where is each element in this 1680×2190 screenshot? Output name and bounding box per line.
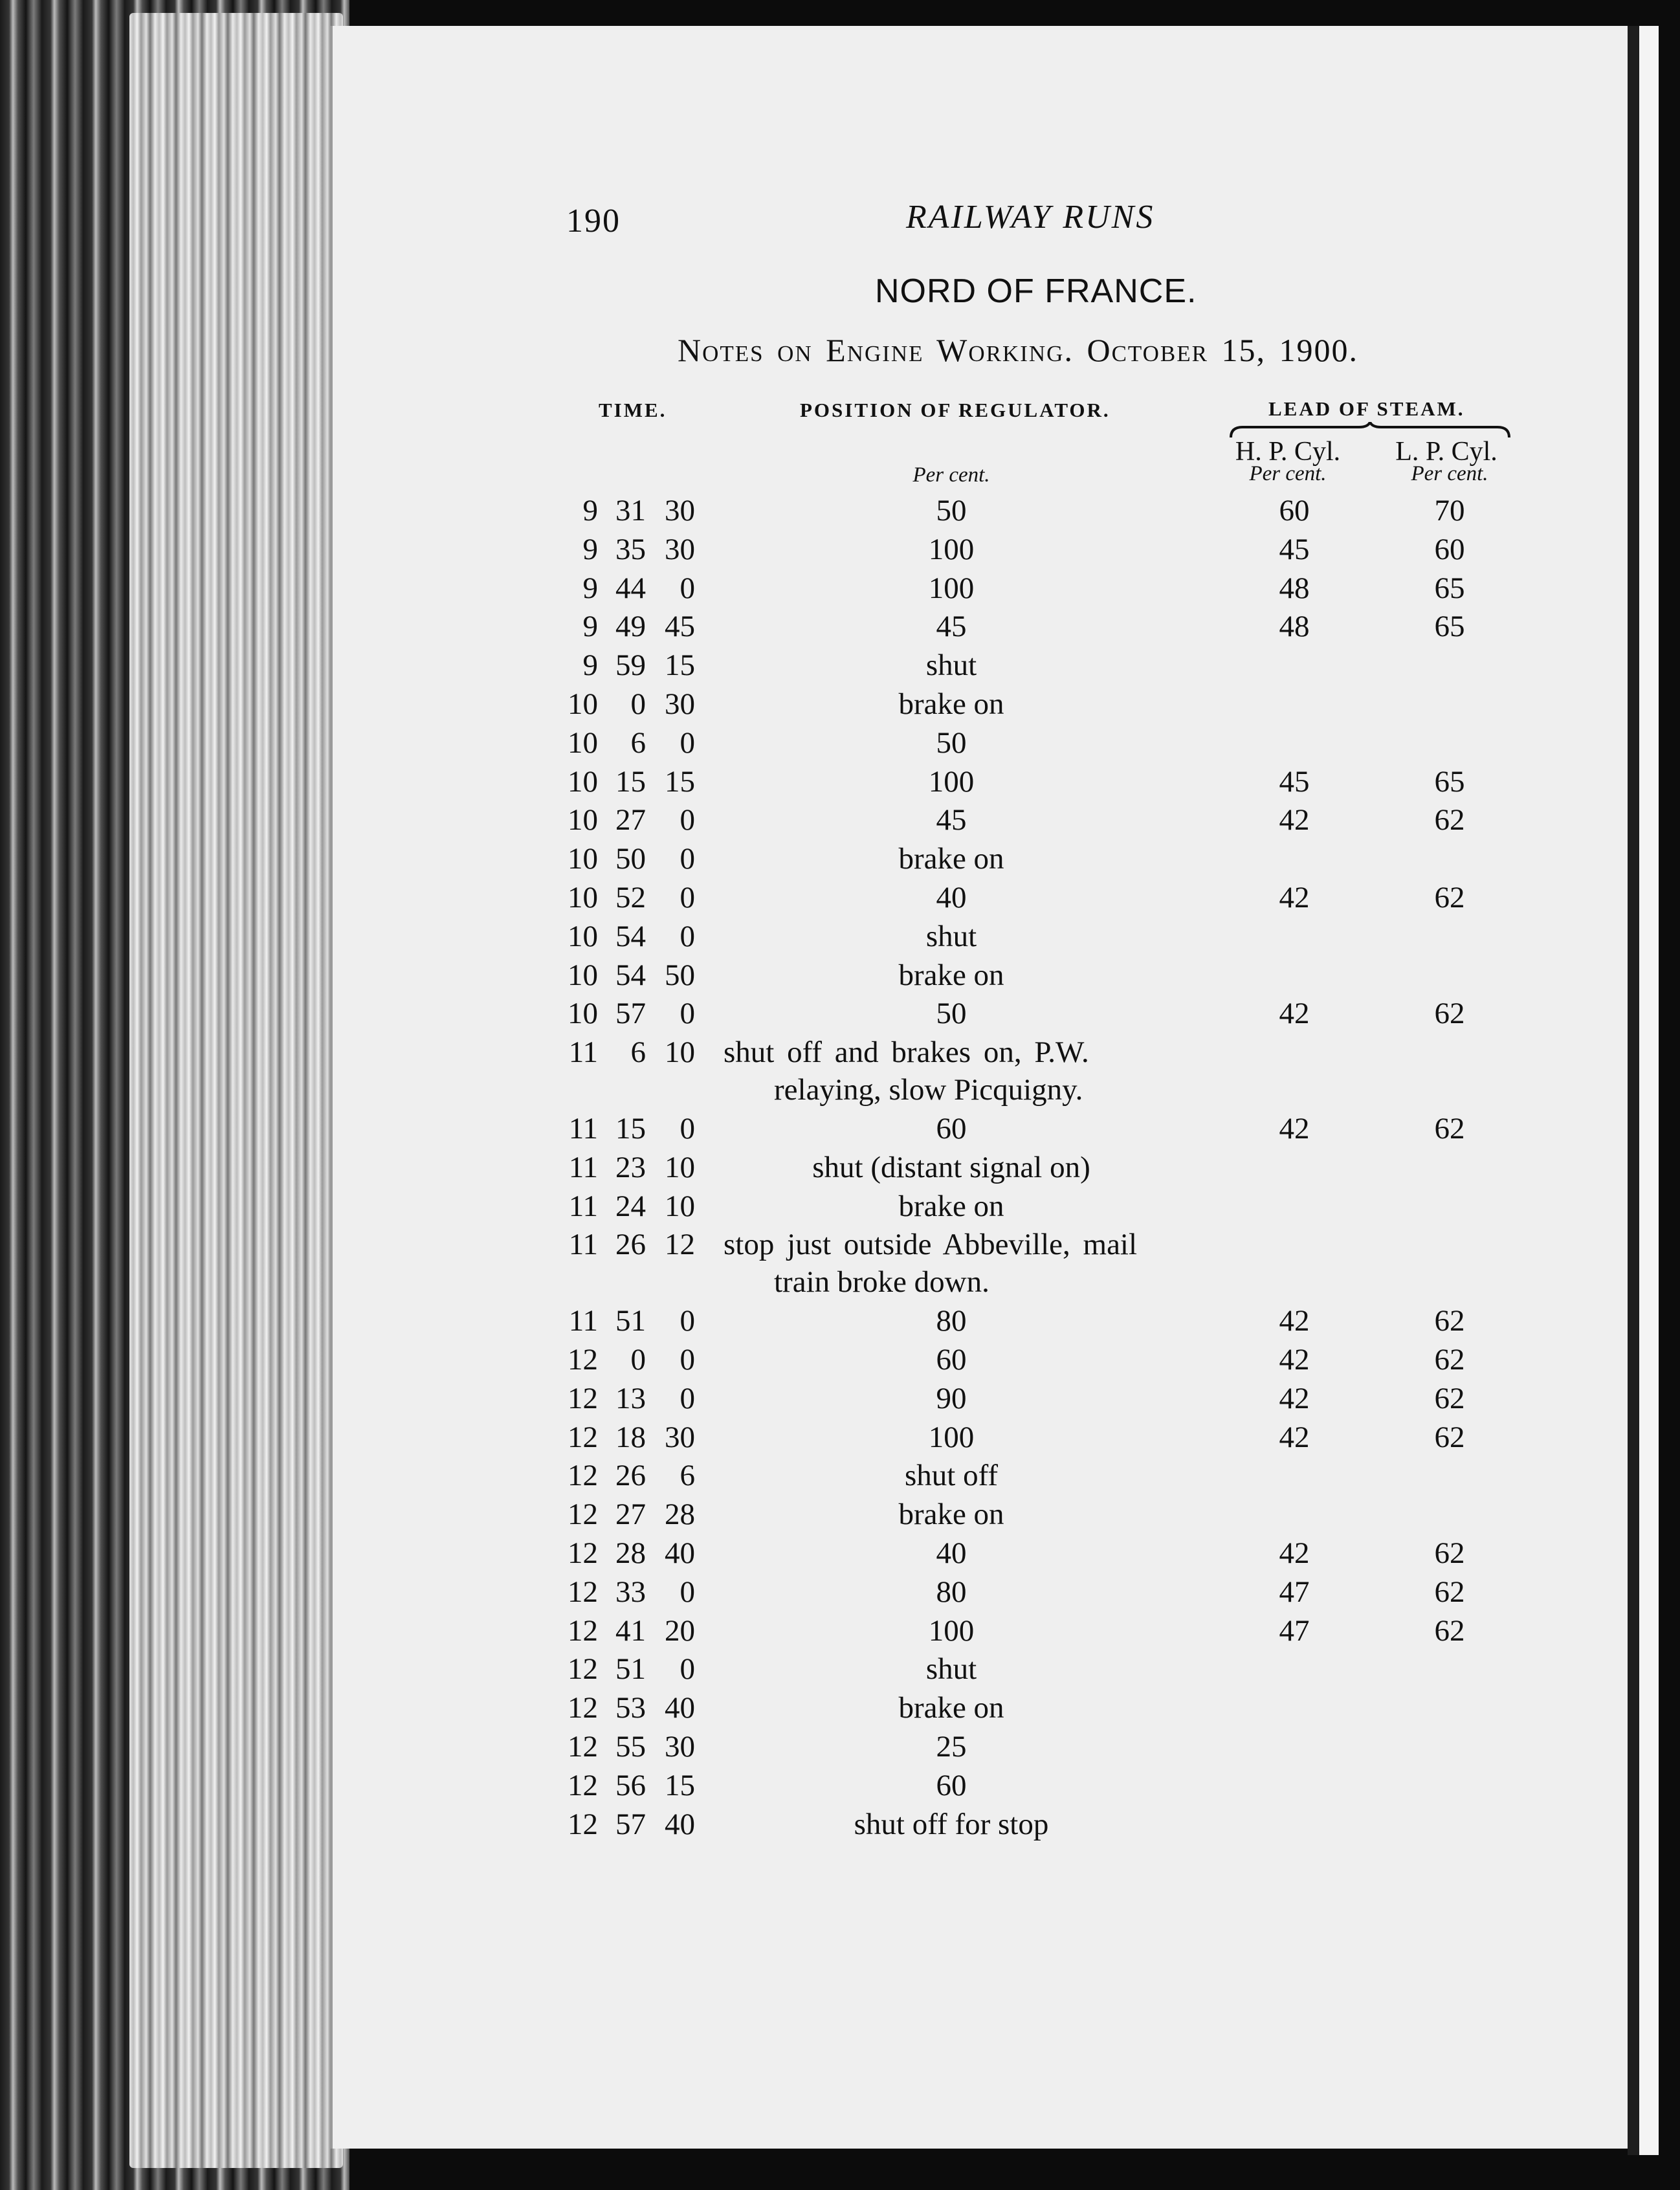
- time-hour: 11: [568, 1189, 598, 1223]
- regulator-position: brake on: [898, 687, 1004, 721]
- time-hour: 9: [582, 533, 598, 566]
- time-minute: 28: [615, 1536, 646, 1570]
- lp-cyl-lead: 62: [1434, 1614, 1465, 1648]
- regulator-position: 100: [928, 1614, 975, 1648]
- hp-cyl-header: H. P. Cyl.: [1235, 437, 1341, 467]
- time-hour: 11: [568, 1304, 598, 1338]
- regulator-position: 50: [936, 494, 967, 527]
- time-hour: 10: [568, 842, 598, 876]
- time-minute: 59: [615, 648, 646, 682]
- regulator-position: 40: [936, 881, 967, 914]
- hp-cyl-lead: 42: [1279, 881, 1310, 914]
- lp-cyl-lead: 62: [1434, 997, 1465, 1030]
- time-minute: 44: [615, 571, 646, 605]
- time-second: 0: [680, 1575, 695, 1609]
- time-second: 0: [680, 1652, 695, 1686]
- table-row: [0, 571, 1680, 610]
- time-second: 0: [680, 920, 695, 953]
- regulator-position: shut off for stop: [854, 1808, 1049, 1841]
- table-row: [0, 1652, 1680, 1690]
- time-second: 10: [665, 1189, 695, 1223]
- time-hour: 11: [568, 1151, 598, 1184]
- time-minute: 26: [615, 1459, 646, 1492]
- time-hour: 12: [568, 1421, 598, 1454]
- table-row: [0, 1536, 1680, 1575]
- lp-cyl-lead: 62: [1434, 1382, 1465, 1415]
- time-hour: 10: [568, 958, 598, 992]
- regulator-position: 25: [936, 1730, 967, 1764]
- time-hour: 12: [568, 1614, 598, 1648]
- lp-cyl-lead: 62: [1434, 803, 1465, 837]
- time-minute: 13: [615, 1382, 646, 1415]
- time-second: 20: [665, 1614, 695, 1648]
- regulator-position: shut (distant signal on): [812, 1151, 1090, 1184]
- hp-cyl-lead: 47: [1279, 1614, 1310, 1648]
- time-minute: 26: [615, 1228, 646, 1261]
- table-row: [0, 1575, 1680, 1613]
- table-row: [0, 880, 1680, 919]
- time-second: 0: [680, 803, 695, 837]
- hp-cyl-lead: 42: [1279, 1421, 1310, 1454]
- time-minute: 54: [615, 958, 646, 992]
- time-second: 40: [665, 1536, 695, 1570]
- time-hour: 12: [568, 1498, 598, 1531]
- regulator-column-header: POSITION OF REGULATOR.: [800, 399, 1111, 421]
- table-row: [0, 996, 1680, 1035]
- time-minute: 0: [630, 687, 646, 721]
- time-hour: 12: [568, 1382, 598, 1415]
- time-second: 30: [665, 1421, 695, 1454]
- hp-cyl-lead: 47: [1279, 1575, 1310, 1609]
- table-row: [0, 1458, 1680, 1497]
- regulator-position: brake on: [898, 958, 1004, 992]
- table-row: [0, 1690, 1680, 1729]
- time-second: 10: [665, 1035, 695, 1069]
- time-second: 30: [665, 687, 695, 721]
- table-row: [0, 687, 1680, 725]
- time-minute: 24: [615, 1189, 646, 1223]
- time-hour: 10: [568, 803, 598, 837]
- time-hour: 12: [568, 1536, 598, 1570]
- regulator-position: 45: [936, 803, 967, 837]
- table-row: [0, 802, 1680, 841]
- lp-per-cent: Per cent.: [1411, 462, 1488, 485]
- time-second: 0: [680, 1382, 695, 1415]
- time-minute: 31: [615, 494, 646, 527]
- hp-cyl-lead: 42: [1279, 803, 1310, 837]
- time-hour: 9: [582, 648, 598, 682]
- regulator-position: 60: [936, 1769, 967, 1802]
- table-row: [0, 1189, 1680, 1228]
- hp-cyl-lead: 42: [1279, 1536, 1310, 1570]
- lead-column-header: LEAD OF STEAM.: [1268, 397, 1465, 420]
- regulator-position-continued: train broke down.: [774, 1265, 989, 1299]
- time-minute: 51: [615, 1304, 646, 1338]
- time-second: 0: [680, 1304, 695, 1338]
- hp-cyl-lead: 42: [1279, 1112, 1310, 1145]
- regulator-position: brake on: [898, 1691, 1004, 1725]
- table-row: [0, 1768, 1680, 1807]
- time-column-header: TIME.: [599, 399, 667, 421]
- lp-cyl-lead: 62: [1434, 1575, 1465, 1609]
- hp-cyl-lead: 45: [1279, 533, 1310, 566]
- hp-per-cent: Per cent.: [1249, 462, 1327, 485]
- hp-cyl-lead: 42: [1279, 1382, 1310, 1415]
- time-hour: 12: [568, 1691, 598, 1725]
- regulator-position: shut: [925, 1652, 977, 1686]
- time-second: 0: [680, 571, 695, 605]
- regulator-position: 50: [936, 726, 967, 760]
- regulator-position: 90: [936, 1382, 967, 1415]
- table-row: [0, 1729, 1680, 1768]
- time-hour: 11: [568, 1035, 598, 1069]
- time-hour: 10: [568, 997, 598, 1030]
- time-second: 30: [665, 533, 695, 566]
- time-second: 0: [680, 1343, 695, 1377]
- lp-cyl-lead: 62: [1434, 1112, 1465, 1145]
- table-row: [0, 1111, 1680, 1150]
- regulator-position: 60: [936, 1112, 967, 1145]
- page-number: 190: [566, 203, 621, 239]
- regulator-position: 50: [936, 997, 967, 1030]
- regulator-position: 45: [936, 610, 967, 643]
- lp-cyl-lead: 65: [1434, 571, 1465, 605]
- time-hour: 10: [568, 765, 598, 799]
- lp-cyl-lead: 60: [1434, 533, 1465, 566]
- time-hour: 10: [568, 881, 598, 914]
- regulator-position: brake on: [898, 1189, 1004, 1223]
- time-hour: 9: [582, 494, 598, 527]
- table-row: [0, 1420, 1680, 1459]
- time-minute: 15: [615, 1112, 646, 1145]
- lp-cyl-lead: 70: [1434, 494, 1465, 527]
- time-hour: 9: [582, 571, 598, 605]
- hp-cyl-lead: 60: [1279, 494, 1310, 527]
- table-row: [0, 958, 1680, 997]
- time-minute: 50: [615, 842, 646, 876]
- regulator-position: 100: [928, 1421, 975, 1454]
- regulator-position: shut off and brakes on, P.W.: [724, 1035, 1089, 1069]
- regulator-position: 80: [936, 1575, 967, 1609]
- table-row: [0, 1227, 1680, 1299]
- regulator-position: 60: [936, 1343, 967, 1377]
- regulator-position: shut off: [904, 1459, 999, 1492]
- time-minute: 52: [615, 881, 646, 914]
- lp-cyl-lead: 62: [1434, 1536, 1465, 1570]
- regulator-position: stop just outside Abbeville, mail: [724, 1228, 1138, 1261]
- table-row: [0, 764, 1680, 803]
- time-minute: 33: [615, 1575, 646, 1609]
- time-second: 45: [665, 610, 695, 643]
- time-second: 15: [665, 648, 695, 682]
- time-hour: 12: [568, 1808, 598, 1841]
- regulator-position: shut: [925, 920, 977, 953]
- page-subtitle: Notes on Engine Working. October 15, 1900.: [678, 332, 1359, 368]
- table-row: [0, 1303, 1680, 1342]
- time-hour: 10: [568, 920, 598, 953]
- hp-cyl-lead: 48: [1279, 571, 1310, 605]
- time-hour: 10: [568, 687, 598, 721]
- regulator-position: brake on: [898, 1498, 1004, 1531]
- time-second: 12: [665, 1228, 695, 1261]
- hp-cyl-lead: 42: [1279, 1304, 1310, 1338]
- time-minute: 55: [615, 1730, 646, 1764]
- time-hour: 12: [568, 1459, 598, 1492]
- table-row: [0, 609, 1680, 648]
- time-second: 6: [680, 1459, 695, 1492]
- time-second: 0: [680, 997, 695, 1030]
- table-row: [0, 1150, 1680, 1189]
- time-second: 15: [665, 1769, 695, 1802]
- time-second: 30: [665, 1730, 695, 1764]
- time-second: 15: [665, 765, 695, 799]
- lp-cyl-lead: 62: [1434, 881, 1465, 914]
- time-second: 0: [680, 726, 695, 760]
- table-row: [0, 1497, 1680, 1536]
- hp-cyl-lead: 45: [1279, 765, 1310, 799]
- lp-cyl-lead: 65: [1434, 765, 1465, 799]
- time-minute: 6: [630, 1035, 646, 1069]
- time-hour: 12: [568, 1575, 598, 1609]
- time-minute: 51: [615, 1652, 646, 1686]
- time-second: 0: [680, 1112, 695, 1145]
- time-minute: 54: [615, 920, 646, 953]
- time-minute: 6: [630, 726, 646, 760]
- regulator-per-cent: Per cent.: [912, 463, 990, 487]
- table-row: [0, 1613, 1680, 1652]
- hp-cyl-lead: 42: [1279, 997, 1310, 1030]
- table-row: [0, 532, 1680, 571]
- time-hour: 11: [568, 1228, 598, 1261]
- lp-cyl-lead: 62: [1434, 1304, 1465, 1338]
- time-hour: 11: [568, 1112, 598, 1145]
- time-minute: 53: [615, 1691, 646, 1725]
- table-row: [0, 1342, 1680, 1381]
- table-row: [0, 1381, 1680, 1420]
- table-row: [0, 919, 1680, 958]
- regulator-position: 80: [936, 1304, 967, 1338]
- time-minute: 0: [630, 1343, 646, 1377]
- lp-cyl-header: L. P. Cyl.: [1395, 437, 1498, 467]
- time-minute: 57: [615, 997, 646, 1030]
- time-hour: 12: [568, 1730, 598, 1764]
- lp-cyl-lead: 62: [1434, 1343, 1465, 1377]
- time-second: 40: [665, 1808, 695, 1841]
- time-second: 30: [665, 494, 695, 527]
- time-hour: 10: [568, 726, 598, 760]
- regulator-position-continued: relaying, slow Picquigny.: [774, 1073, 1083, 1107]
- lp-cyl-lead: 62: [1434, 1421, 1465, 1454]
- time-hour: 12: [568, 1343, 598, 1377]
- time-second: 28: [665, 1498, 695, 1531]
- table-row: [0, 648, 1680, 687]
- regulator-position: 100: [928, 571, 975, 605]
- time-hour: 12: [568, 1652, 598, 1686]
- time-minute: 27: [615, 803, 646, 837]
- regulator-position: 40: [936, 1536, 967, 1570]
- hp-cyl-lead: 48: [1279, 610, 1310, 643]
- table-row: [0, 725, 1680, 764]
- time-hour: 9: [582, 610, 598, 643]
- time-minute: 27: [615, 1498, 646, 1531]
- time-second: 50: [665, 958, 695, 992]
- time-minute: 56: [615, 1769, 646, 1802]
- time-minute: 35: [615, 533, 646, 566]
- time-second: 40: [665, 1691, 695, 1725]
- regulator-position: brake on: [898, 842, 1004, 876]
- table-row: [0, 493, 1680, 532]
- table-row: [0, 841, 1680, 880]
- time-minute: 18: [615, 1421, 646, 1454]
- time-minute: 49: [615, 610, 646, 643]
- table-row: [0, 1807, 1680, 1846]
- time-minute: 23: [615, 1151, 646, 1184]
- time-minute: 57: [615, 1808, 646, 1841]
- time-minute: 15: [615, 765, 646, 799]
- table-row: [0, 1035, 1680, 1107]
- page-title: NORD OF FRANCE.: [875, 272, 1197, 310]
- time-second: 10: [665, 1151, 695, 1184]
- lp-cyl-lead: 65: [1434, 610, 1465, 643]
- time-second: 0: [680, 842, 695, 876]
- time-second: 0: [680, 881, 695, 914]
- regulator-position: shut: [925, 648, 977, 682]
- regulator-position: 100: [928, 533, 975, 566]
- time-hour: 12: [568, 1769, 598, 1802]
- regulator-position: 100: [928, 765, 975, 799]
- hp-cyl-lead: 42: [1279, 1343, 1310, 1377]
- running-head: RAILWAY RUNS: [906, 199, 1155, 236]
- time-minute: 41: [615, 1614, 646, 1648]
